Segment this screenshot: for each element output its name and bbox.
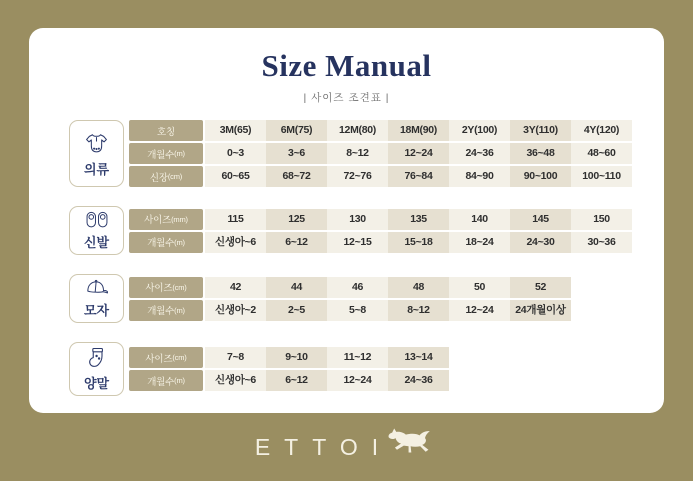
section-table xyxy=(129,206,632,255)
section-icon-box xyxy=(69,120,124,187)
table-cell: 72~76 xyxy=(327,166,388,187)
table-cell: 6~12 xyxy=(266,370,327,391)
socks-icon xyxy=(86,346,108,371)
section-label: 신발 xyxy=(83,235,110,250)
table-row xyxy=(129,300,571,321)
table-row xyxy=(129,166,632,187)
section-label: 모자 xyxy=(83,303,110,318)
table-row xyxy=(129,120,632,141)
table-cell: 76~84 xyxy=(388,166,449,187)
table-cell: 12~24 xyxy=(449,300,510,321)
table-cell: 42 xyxy=(205,277,266,298)
table-cell: 52 xyxy=(510,277,571,298)
table-cell: 3Y(110) xyxy=(510,120,571,141)
table-cell: 60~65 xyxy=(205,166,266,187)
table-cell: 7~8 xyxy=(205,347,266,368)
shoes-icon xyxy=(84,210,110,230)
section-table xyxy=(129,274,571,323)
table-cell: 18~24 xyxy=(449,232,510,253)
section-icon xyxy=(86,346,108,371)
table-cell: 4Y(120) xyxy=(571,120,632,141)
size-section xyxy=(69,342,664,396)
size-section xyxy=(69,206,664,255)
size-section xyxy=(69,274,664,323)
row-label: 호칭 xyxy=(129,120,203,141)
table-cell: 9~10 xyxy=(266,347,327,368)
section-table xyxy=(129,342,449,396)
row-label: 개월수 (m) xyxy=(129,232,203,253)
table-cell: 12~24 xyxy=(388,143,449,164)
table-cell: 8~12 xyxy=(388,300,449,321)
section-icon-box xyxy=(69,342,124,396)
section-label: 의류 xyxy=(83,161,110,177)
table-cell: 145 xyxy=(510,209,571,230)
section-icon xyxy=(84,210,110,230)
row-label: 개월수 (m) xyxy=(129,370,203,391)
table-cell: 3~6 xyxy=(266,143,327,164)
table-cell: 100~110 xyxy=(571,166,632,187)
table-row xyxy=(129,232,632,253)
table-cell: 12~24 xyxy=(327,370,388,391)
size-manual-card xyxy=(29,28,664,413)
table-cell: 36~48 xyxy=(510,143,571,164)
table-cell: 24~36 xyxy=(388,370,449,391)
table-cell: 8~12 xyxy=(327,143,388,164)
table-cell: 24~30 xyxy=(510,232,571,253)
row-label: 개월수 (m) xyxy=(129,143,203,164)
table-cell: 6~12 xyxy=(266,232,327,253)
cap-icon xyxy=(84,278,110,298)
table-cell: 90~100 xyxy=(510,166,571,187)
size-section xyxy=(69,120,664,187)
table-cell: 18M(90) xyxy=(388,120,449,141)
table-cell: 44 xyxy=(266,277,327,298)
table-row xyxy=(129,143,632,164)
brand-logo-text: ETTOI xyxy=(254,433,393,460)
table-row xyxy=(129,209,632,230)
table-row xyxy=(129,347,449,368)
section-icon-box xyxy=(69,274,124,323)
table-cell: 130 xyxy=(327,209,388,230)
table-cell: 5~8 xyxy=(327,300,388,321)
onesie-icon xyxy=(83,130,110,157)
page-title: Size Manual xyxy=(261,48,432,83)
table-cell: 30~36 xyxy=(571,232,632,253)
row-label: 사이즈 (cm) xyxy=(129,277,203,298)
table-cell: 0~3 xyxy=(205,143,266,164)
table-cell: 115 xyxy=(205,209,266,230)
table-cell: 125 xyxy=(266,209,327,230)
row-label: 신장 (cm) xyxy=(129,166,203,187)
table-cell: 3M(65) xyxy=(205,120,266,141)
section-icon xyxy=(84,278,110,298)
size-tables xyxy=(69,120,664,396)
section-icon xyxy=(83,130,110,157)
table-cell: 신생아~6 xyxy=(205,232,266,253)
table-cell: 46 xyxy=(327,277,388,298)
table-cell: 12~15 xyxy=(327,232,388,253)
table-cell: 135 xyxy=(388,209,449,230)
horse-icon-slot xyxy=(386,431,438,463)
table-cell: 48~60 xyxy=(571,143,632,164)
row-label: 개월수 (m) xyxy=(129,300,203,321)
table-cell: 140 xyxy=(449,209,510,230)
table-cell: 신생아~2 xyxy=(205,300,266,321)
section-table xyxy=(129,120,632,187)
table-cell: 2Y(100) xyxy=(449,120,510,141)
table-cell: 24개월이상 xyxy=(510,300,571,321)
row-label: 사이즈 (mm) xyxy=(129,209,203,230)
table-cell: 신생아~6 xyxy=(205,370,266,391)
brand-logo xyxy=(0,431,693,463)
table-row xyxy=(129,370,449,391)
page-subtitle: | 사이즈 조견표 | xyxy=(303,92,390,104)
section-label: 양말 xyxy=(83,376,110,391)
table-cell: 50 xyxy=(449,277,510,298)
table-cell: 11~12 xyxy=(327,347,388,368)
table-cell: 2~5 xyxy=(266,300,327,321)
table-row xyxy=(129,277,571,298)
table-cell: 13~14 xyxy=(388,347,449,368)
horse-icon xyxy=(386,425,438,458)
table-cell: 150 xyxy=(571,209,632,230)
table-cell: 15~18 xyxy=(388,232,449,253)
table-cell: 6M(75) xyxy=(266,120,327,141)
table-cell: 12M(80) xyxy=(327,120,388,141)
row-label: 사이즈 (cm) xyxy=(129,347,203,368)
section-icon-box xyxy=(69,206,124,255)
table-cell: 68~72 xyxy=(266,166,327,187)
table-cell: 24~36 xyxy=(449,143,510,164)
table-cell: 48 xyxy=(388,277,449,298)
table-cell: 84~90 xyxy=(449,166,510,187)
